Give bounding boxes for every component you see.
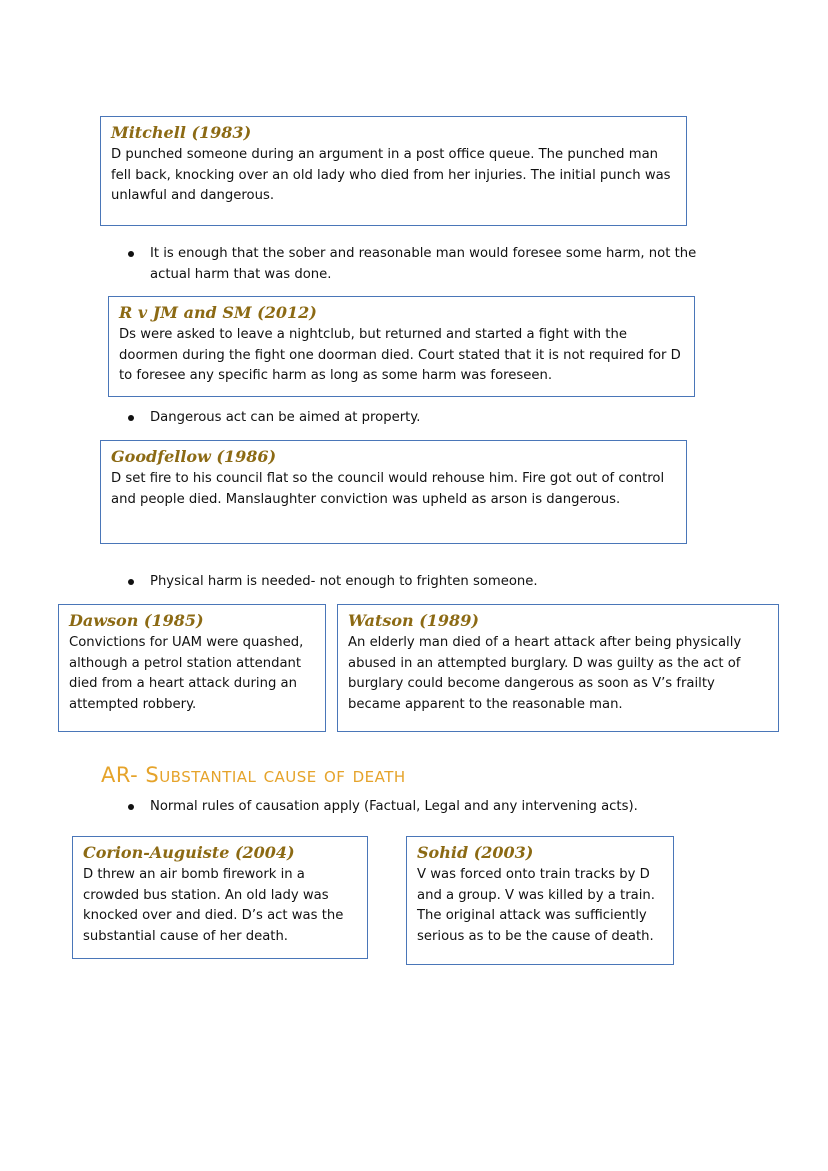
bullet-causation xyxy=(126,797,766,818)
bullet-text: It is enough that the sober and reasonable man would foresee some harm, not the actual harm that was done. xyxy=(150,246,697,282)
case-title: Watson (1989) xyxy=(348,611,479,630)
bullet-text: Physical harm is needed- not enough to frighten someone. xyxy=(150,574,538,589)
bullet-physical xyxy=(126,572,726,593)
case-text: An elderly man died of a heart attack after being physically abused in an attempted burglary. D was guilty as the act of burglary could become dangerous as soon as V’s frailty became apparent to the reasonable man. xyxy=(348,635,742,712)
case-text: V was forced onto train tracks by D and a group. V was killed by a train. The original attack was sufficiently serious as to be the cause of death. xyxy=(417,867,655,944)
case-box-goodfellow xyxy=(100,440,687,544)
case-box-mitchell xyxy=(100,116,687,226)
case-box-watson xyxy=(337,604,779,732)
case-box-sohid xyxy=(406,836,674,965)
bullet-text: Normal rules of causation apply (Factual, Legal and any intervening acts). xyxy=(150,799,638,814)
case-text: Ds were asked to leave a nightclub, but returned and started a fight with the doormen during the fight one doorman died. Court stated that it is not required for D to foresee any specific harm as long as some harm was foreseen. xyxy=(119,327,681,383)
case-text: Convictions for UAM were quashed, although a petrol station attendant died from a heart attack during an attempted robbery. xyxy=(69,635,304,712)
case-box-jm-sm xyxy=(108,296,695,397)
case-text: D threw an air bomb firework in a crowded bus station. An old lady was knocked over and died. D’s act was the substantial cause of her death. xyxy=(83,867,344,944)
section-heading: AR- Substantial cause of death xyxy=(101,763,406,787)
bullet-dot-icon xyxy=(128,804,134,810)
bullet-property xyxy=(126,408,726,429)
case-title: Dawson (1985) xyxy=(69,611,204,630)
case-title: R v JM and SM (2012) xyxy=(119,303,317,322)
case-box-corion-auguiste xyxy=(72,836,368,959)
bullet-foresee xyxy=(126,244,726,285)
bullet-dot-icon xyxy=(128,251,134,257)
bullet-dot-icon xyxy=(128,415,134,421)
case-text: D punched someone during an argument in a post office queue. The punched man fell back, knocking over an old lady who died from her injuries. The initial punch was unlawful and dangerous. xyxy=(111,147,671,203)
bullet-dot-icon xyxy=(128,579,134,585)
case-title: Corion-Auguiste (2004) xyxy=(83,843,295,862)
case-title: Mitchell (1983) xyxy=(111,123,252,142)
case-title: Goodfellow (1986) xyxy=(111,447,277,466)
bullet-text: Dangerous act can be aimed at property. xyxy=(150,410,421,425)
case-title: Sohid (2003) xyxy=(417,843,534,862)
case-box-dawson xyxy=(58,604,326,732)
case-text: D set fire to his council flat so the council would rehouse him. Fire got out of control and people died. Manslaughter conviction was upheld as arson is dangerous. xyxy=(111,471,665,507)
